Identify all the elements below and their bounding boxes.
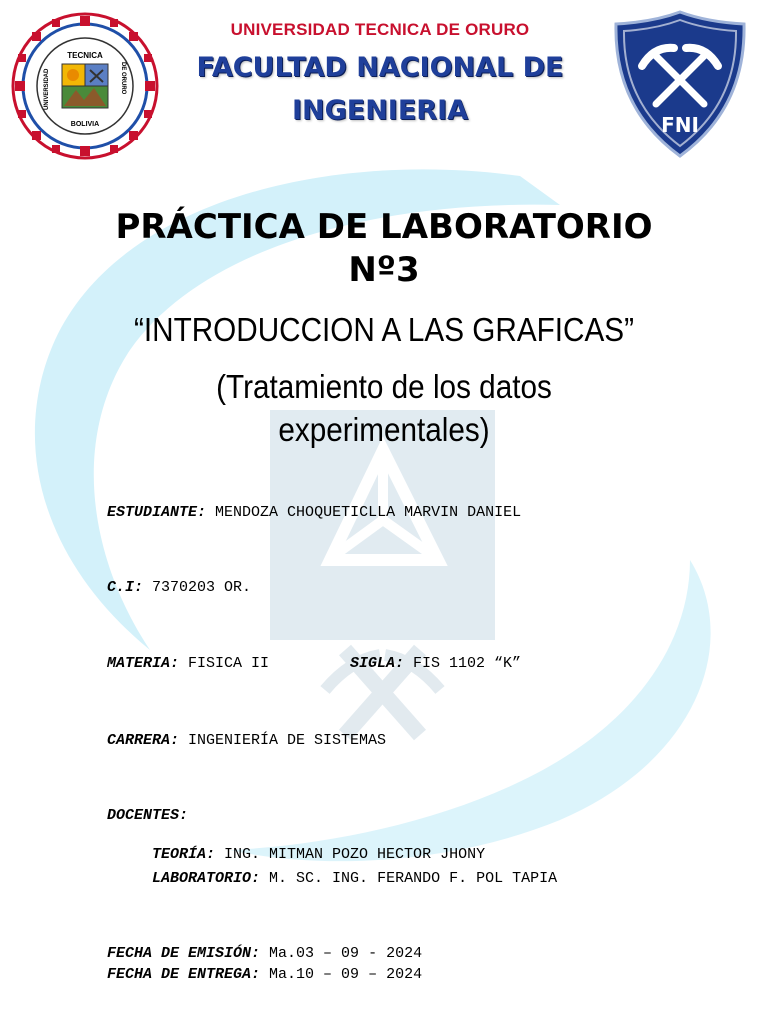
faculty-name-line2: INGENIERIA	[291, 95, 469, 126]
report-title: PRÁCTICA DE LABORATORIO	[115, 207, 653, 247]
field-estudiante	[107, 503, 521, 523]
field-value: Ma.03 – 09 - 2024	[269, 945, 423, 962]
field-label: FECHA DE EMISIÓN:	[107, 945, 261, 962]
field-ci	[107, 578, 251, 598]
field-sigla	[350, 654, 521, 674]
university-seal-logo	[10, 10, 160, 162]
field-value: FIS 1102 “K”	[413, 655, 522, 672]
field-fecha-emision	[107, 944, 422, 964]
field-label: TEORÍA:	[152, 846, 216, 863]
field-fecha-entrega	[107, 965, 422, 985]
seal-text-left: UNIVERSIDAD	[44, 68, 50, 110]
field-label: CARRERA:	[107, 732, 180, 749]
fni-shield-logo	[612, 8, 748, 160]
field-value: M. SC. ING. FERANDO F. POL TAPIA	[269, 870, 558, 887]
report-subtitle: “INTRODUCCION A LAS GRAFICAS”	[133, 311, 635, 348]
field-label: MATERIA:	[107, 655, 180, 672]
field-value: MENDOZA CHOQUETICLLA MARVIN DANIEL	[215, 504, 522, 521]
fni-shield-text: FNI	[661, 113, 699, 137]
faculty-name-line1: FACULTAD NACIONAL DE	[196, 52, 564, 83]
field-label: DOCENTES:	[107, 807, 189, 824]
field-teoria	[152, 845, 485, 865]
field-label: C.I:	[107, 579, 144, 596]
field-label: ESTUDIANTE:	[107, 504, 207, 521]
seal-text-right: DE ORURO	[120, 62, 126, 95]
seal-text-bottom: BOLIVIA	[70, 121, 100, 128]
university-name: UNIVERSIDAD TECNICA DE ORURO	[230, 20, 530, 39]
field-label: SIGLA:	[350, 655, 405, 672]
field-materia	[107, 654, 269, 674]
field-label: LABORATORIO:	[152, 870, 261, 887]
report-subtitle-2-line2: experimentales)	[278, 411, 490, 448]
field-value: FISICA II	[188, 655, 270, 672]
field-label: FECHA DE ENTREGA:	[107, 966, 261, 983]
report-subtitle-2-line1: (Tratamiento de los datos	[216, 368, 552, 405]
field-value: INGENIERÍA DE SISTEMAS	[188, 732, 387, 749]
field-value: Ma.10 – 09 – 2024	[269, 966, 423, 983]
field-docentes	[107, 806, 188, 826]
report-number: Nº3	[348, 250, 420, 290]
field-laboratorio	[152, 869, 557, 889]
field-value: 7370203 OR.	[152, 579, 252, 596]
seal-emblem	[62, 64, 108, 108]
field-carrera	[107, 731, 386, 751]
seal-text-top: TECNICA	[67, 51, 103, 60]
field-value: ING. MITMAN POZO HECTOR JHONY	[224, 846, 486, 863]
